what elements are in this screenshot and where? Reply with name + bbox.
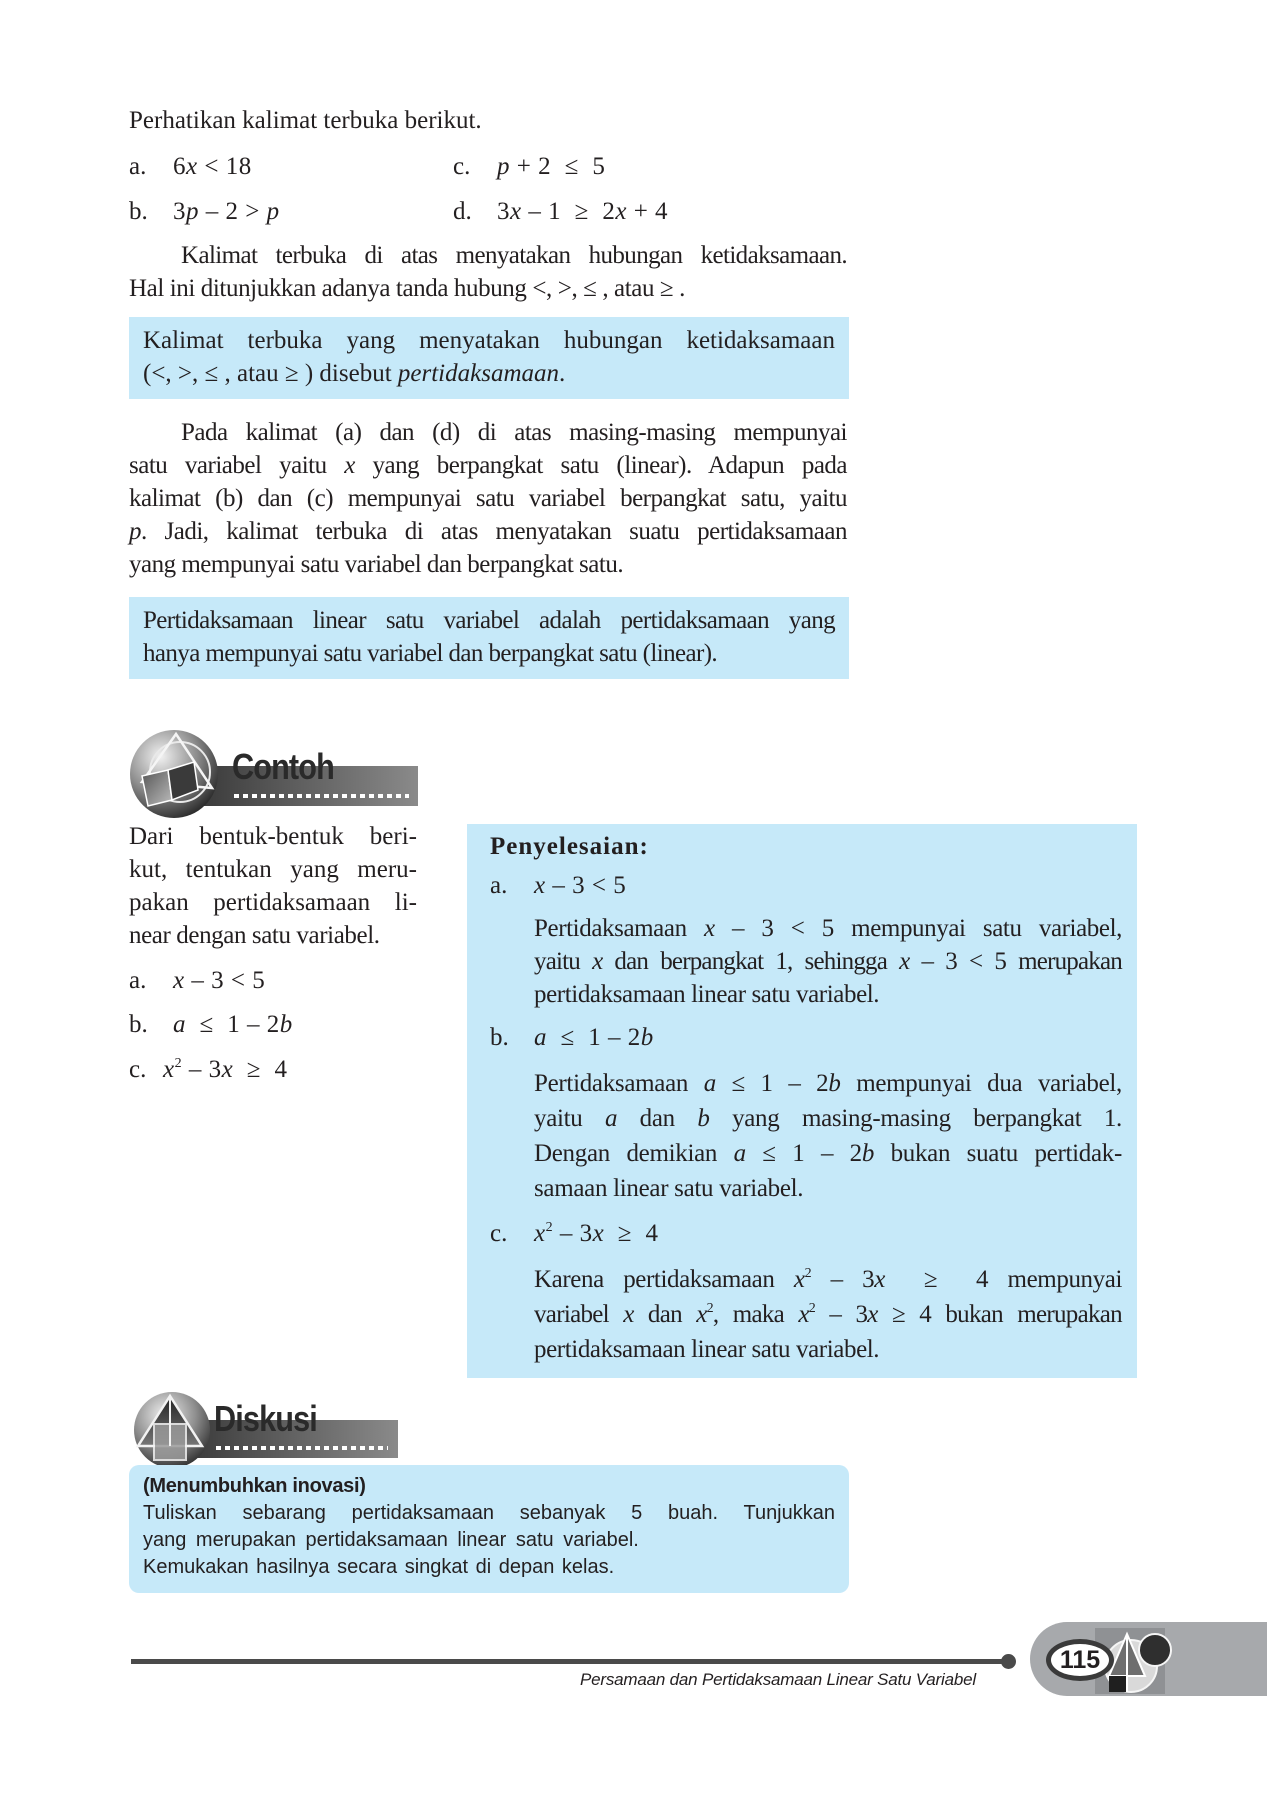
definition-box-linear: Pertidaksamaan linear satu variabel adalah pertidaksamaan yang hanya mempunyai satu variabel dan berpangkat satu (linear). bbox=[129, 597, 849, 679]
arrow-house-icon bbox=[128, 1390, 214, 1468]
explanation-line-4: p. Jadi, kalimat terbuka di atas menyatakan suatu pertidaksamaan bbox=[129, 518, 847, 545]
page-number: 115 bbox=[1059, 1646, 1101, 1674]
intro-paragraph: Kalimat terbuka di atas menyatakan hubungan ketidaksamaan. Hal ini ditunjukkan adanya tanda hubung <, >, ≤ , atau ≥ . bbox=[129, 242, 847, 302]
intro-item-d: d. 3x – 1 ≥ 2x + 4 bbox=[453, 198, 669, 225]
contoh-question: Dari bentuk-bentuk beri- kut, tentukan yang meru- pakan pertidaksamaan li- near dengan satu variabel. bbox=[129, 823, 417, 949]
solution-part-b-text: Pertidaksamaan a ≤ 1 – 2b mempunyai dua variabel, yaitu a dan b yang masing-masing berpangkat 1. Dengan demikian a ≤ 1 – 2b bukan suatu pertidak- samaan linear satu variabel. bbox=[534, 1070, 1123, 1202]
explanation-paragraph bbox=[129, 416, 847, 581]
explanation-line-5: yang mempunyai satu variabel dan berpangkat satu. bbox=[129, 551, 624, 578]
term-pertidaksamaan: pertidaksamaan bbox=[397, 360, 560, 387]
explanation-line-1: Pada kalimat (a) dan (d) di atas masing-masing mempunyai bbox=[181, 419, 847, 446]
solution-part-a-expr: a. x – 3 < 5 bbox=[490, 872, 627, 899]
expr-6x-lt-18: 6x < 18 bbox=[173, 153, 252, 180]
contoh-item-b: b. a ≤ 1 – 2b bbox=[129, 1011, 293, 1038]
expr-3p-minus-2-gt-p: 3p – 2 > p bbox=[173, 198, 280, 225]
solution-part-c-expr: c. $x^2 - 3x \ge 4$ bbox=[490, 1220, 659, 1247]
intro-item-b: b. 3p – 2 > p bbox=[129, 198, 280, 225]
solution-title: Penyelesaian: bbox=[490, 833, 649, 860]
footer-rule bbox=[131, 1659, 1007, 1664]
diskusi-box: (Menumbuhkan inovasi) Tuliskan sebarang pertidaksamaan sebanyak 5 buah. Tunjukkan yang merupakan pertidaksamaan linear satu variabel. Kemukakan hasilnya secara singkat di depan kelas. bbox=[129, 1465, 849, 1593]
intro-item-c: c. p + 2 ≤ 5 bbox=[453, 153, 606, 180]
solution-box bbox=[467, 824, 1137, 1378]
contoh-item-a: a. x – 3 < 5 bbox=[129, 967, 266, 994]
solution-part-a-text: Pertidaksamaan x – 3 < 5 mempunyai satu variabel, yaitu x dan berpangkat 1, sehingga x – 3 < 5 merupakan pertidaksamaan linear satu variabel. bbox=[534, 915, 1122, 1008]
explanation-line-2: satu variabel yaitu x yang berpangkat satu (linear). Adapun pada bbox=[129, 452, 848, 479]
diskusi-header-dots bbox=[216, 1446, 388, 1450]
explanation-line-3: kalimat (b) dan (c) mempunyai satu variabel berpangkat satu, yaitu bbox=[129, 485, 847, 512]
contoh-item-c: c. $x^2 - 3x \ge 4$ bbox=[129, 1056, 288, 1083]
definition1-line2: (<, >, ≤ , atau ≥ ) disebut pertidaksamaan. bbox=[143, 360, 566, 387]
contoh-header bbox=[128, 728, 418, 820]
footer-rule-dot bbox=[1001, 1654, 1016, 1669]
solution-part-c-text: Karena pertidaksamaan $x^2 - 3x \ge 4$ mempunyai variabel x dan $x^2$, maka $x^2 - 3x \ge 4$ bukan merupakan pertidaksamaan linear satu variabel. bbox=[534, 1266, 1122, 1363]
footer-chapter-title: Persamaan dan Pertidaksamaan Linear Satu Variabel bbox=[580, 1670, 976, 1689]
intro-item-a: a. 6x < 18 bbox=[129, 153, 252, 180]
intro-lead: Perhatikan kalimat terbuka berikut. bbox=[129, 107, 482, 134]
diskusi-heading: Diskusi bbox=[214, 1398, 317, 1439]
expr-p-plus-2-le-5: p + 2 ≤ 5 bbox=[497, 153, 606, 180]
definition-box-pertidaksamaan: Kalimat terbuka yang menyatakan hubungan ketidaksamaan (<, >, ≤ , atau ≥ ) disebut pertidaksamaan. bbox=[129, 317, 849, 399]
page-number-badge bbox=[1046, 1639, 1114, 1681]
book-pyramid-icon bbox=[128, 728, 224, 820]
diskusi-header bbox=[128, 1390, 398, 1468]
solution-part-b-expr: b. a ≤ 1 – 2b bbox=[490, 1024, 654, 1051]
contoh-header-dots bbox=[234, 794, 409, 798]
contoh-heading: Contoh bbox=[232, 746, 334, 787]
expr-3x-minus-1-ge-2x-plus-4: 3x – 1 ≥ 2x + 4 bbox=[497, 198, 669, 225]
diskusi-subtitle: (Menumbuhkan inovasi) bbox=[143, 1475, 366, 1497]
